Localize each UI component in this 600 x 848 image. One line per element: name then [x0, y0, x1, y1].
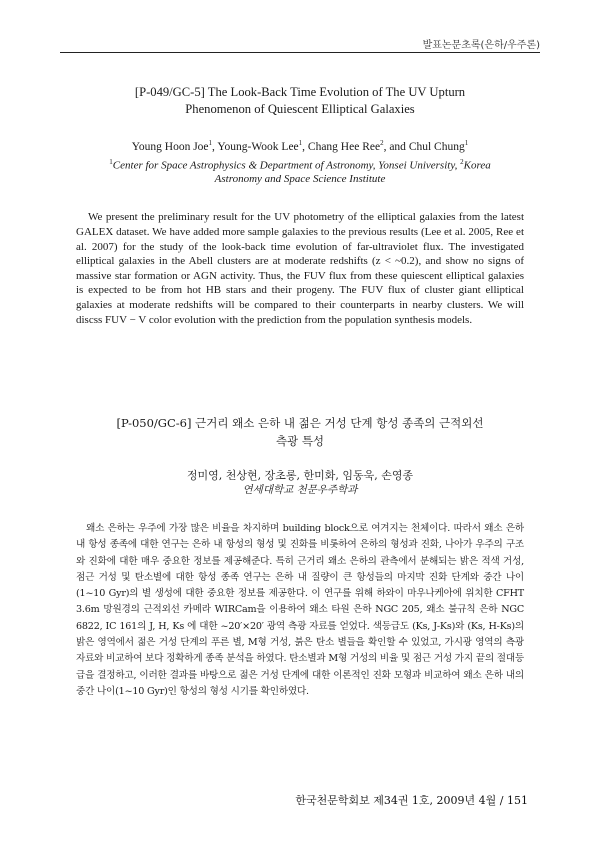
author-name: Young-Wook Lee [217, 140, 299, 153]
affil-text: Korea [463, 159, 491, 172]
affil-text: Astronomy and Space Science Institute [214, 173, 386, 186]
author-affil-sup: 2 [380, 139, 384, 147]
section-tag: 발표논문초록(은하/우주론) [422, 40, 540, 51]
article-p049 [76, 84, 524, 327]
author-affil-sup: 1 [298, 139, 303, 147]
abstract-text: We present the preliminary result for the UV photometry of the elliptical galaxies from the latest GALEX dataset. We have added more sample galaxies to the previous results (Lee et al. 2005, Ree et al. 2007) for the study of the look-back time evolution of far-ultraviolet flux. The investigated elliptical galaxies in the Abell clusters are at moderate redshifts (z < ~0.2), and show no signs of massive star formation or AGN activity. Thus, the FUV flux from these quiescent elliptical galaxies is expected to be from hot HB stars and their progeny. The FUV flux of cluster giant elliptical galaxies at moderate redshifts will be compared to their counterparts in nearby clusters. We will discss FUV − V color evolution with the prediction from the population synthesis models. [76, 211, 524, 326]
abstract-text: 왜소 은하는 우주에 가장 많은 비율을 차지하며 building block으로 여겨지는 천체이다. 따라서 왜소 은하 내 항성 종족에 대한 연구는 은하 내 항성의 형성 및 진화를 비롯하여 은하의 형성과 진화, 나아가 우주의 구조와 진화에 대한 매우 중요한 정보를 제공해준다. 특히 근거리 왜소 은하의 관측에서 분해되는 밝은 적색 거성, 점근 거성 및 탄소별에 대한 항성 종족 연구는 은하 내 질량이 큰 항성들의 마지막 진화 단계와 중간 나이(1~10 Gyr)의 별 생성에 대한 중요한 정보를 제공한다. 이 연구를 위해 하와이 마우나케아에 위치한 CFHT 3.6m 망원경의 근적외선 카메라 WIRCam을 이용하여 왜소 타원 은하 NGC 205, 왜소 불규칙 은하 NGC 6822, IC 161의 J, H, Ks 에 대한 ~20′×20′ 광역 측광 자료를 얻었다. 색등급도 (Ks, J-Ks)와 (Ks, H-Ks)의 밝은 영역에서 젊은 거성 단계의 푸른 별, M형 거성, 붉은 탄소 별들을 확인할 수 있었고, 가시광 영역의 측광 자료와 비교하여 보다 정확하게 종족 분석을 하였다. 탄소별과 M형 거성의 비율 및 점근 거성 가지 끝의 절대등급을 결정하고, 이러한 결과를 바탕으로 젊은 거성 단계에 대한 이론적인 진화 모형과 비교하여 왜소 은하 내의 중간 나이(1~10 Gyr)인 항성의 형성 시기를 확인하였다. [76, 523, 524, 697]
author-name: Chul Chung [408, 140, 465, 153]
author-name: Chang Hee Ree [307, 140, 381, 153]
affil-sup: 1 [109, 157, 113, 166]
article-p050 [76, 414, 524, 700]
affil-sup: 2 [460, 157, 464, 166]
header-divider [60, 52, 540, 53]
title-line-1: [P-049/GC-5] The Look-Back Time Evolution of The UV Upturn [134, 85, 466, 99]
author-affil-sup: 1 [208, 139, 213, 147]
affiliation [76, 155, 524, 187]
author-affil-sup: 1 [464, 139, 469, 147]
article-title [76, 414, 524, 450]
author-list: 정미영, 천상현, 장초롱, 한미화, 임동욱, 손영종 [186, 469, 414, 482]
author-name: Young Hoon Joe [131, 140, 209, 153]
title-line-2: 측광 특성 [275, 434, 325, 448]
author-list: Young Hoon Joe$^1$, Young-Wook Lee$^1$, Chang Hee Ree$^2$, and Chul Chung$^1$ [131, 139, 469, 153]
title-line-1: [P-050/GC-6] 근거리 왜소 은하 내 젊은 거성 단계 항성 종족의 근적외선 [116, 416, 484, 430]
affiliation: 연세대학교 천문우주학과 [242, 484, 358, 496]
page-footer: 한국천문학회보 제34권 1호, 2009년 4월 / 151 [295, 794, 528, 807]
article-title [76, 84, 524, 118]
affil-text: Center for Space Astrophysics & Department of Astronomy, Yonsei University, [112, 159, 458, 172]
title-line-2: Phenomenon of Quiescent Elliptical Galaxies [185, 102, 415, 116]
